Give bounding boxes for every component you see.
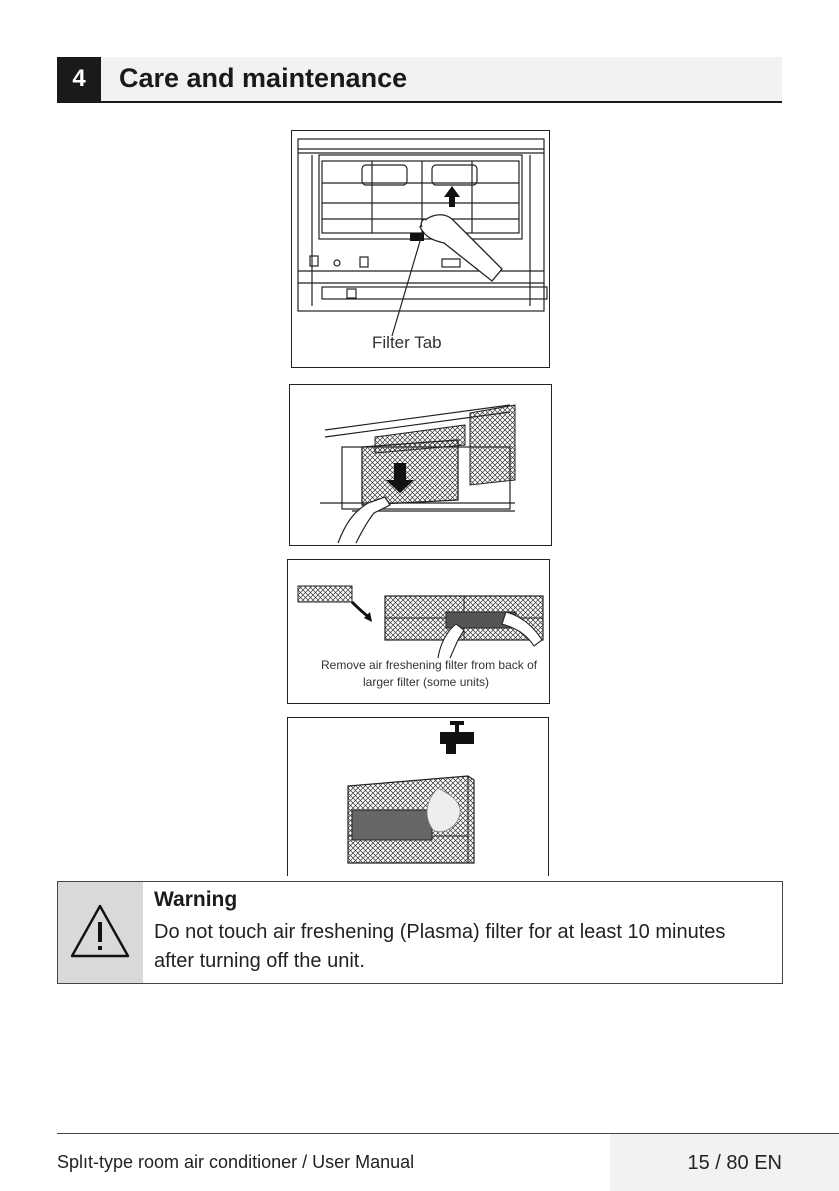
warning-icon-panel <box>58 882 143 983</box>
filter-tab-label: Filter Tab <box>372 333 442 352</box>
faucet-icon <box>440 721 474 754</box>
figure-filter-tab <box>291 130 550 368</box>
footer-page-box <box>610 1134 839 1191</box>
figure-remove-filter <box>289 384 552 546</box>
warning-triangle-icon <box>58 882 143 983</box>
filter-removal-illustration <box>290 385 551 545</box>
chapter-header <box>57 57 782 103</box>
air-filter-caption-line1: Remove air freshening filter from back of <box>321 658 538 672</box>
warning-title: Warning <box>154 888 238 911</box>
chapter-number: 4 <box>57 57 101 101</box>
wash-filter-illustration <box>288 718 548 876</box>
warning-text: Do not touch air freshening (Plasma) filter for at least 10 minutes after turning off the unit. <box>154 921 726 972</box>
warning-box <box>57 881 783 984</box>
chapter-title: Care and maintenance <box>119 63 408 93</box>
footer-document-title: Splıt-type room air conditioner / User Manual <box>57 1152 415 1172</box>
figure-air-freshening-filter <box>287 559 550 704</box>
air-filter-caption-line2: larger filter (some units) <box>363 675 490 689</box>
indoor-unit-illustration <box>292 131 549 367</box>
figure-wash-filter <box>287 717 549 876</box>
page-number: 15 / 80 EN <box>687 1152 782 1174</box>
